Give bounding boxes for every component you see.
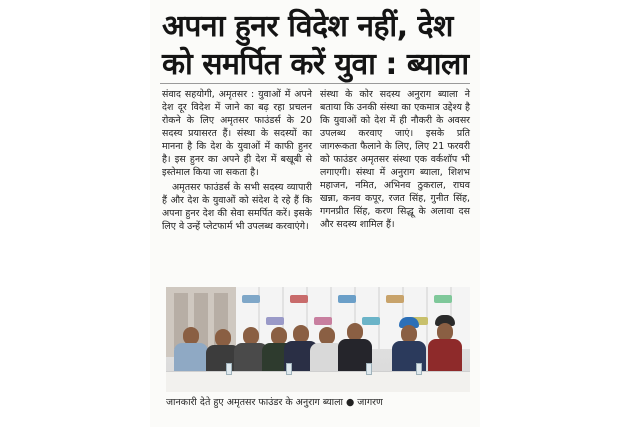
headline: [162, 8, 474, 84]
article-column-1: [162, 88, 312, 233]
headline-divider: [160, 83, 470, 84]
article-paragraph: संस्था के कोर सदस्य अनुराग ब्याला ने बताया कि उनकी संस्था का एकमात्र उद्देश्य है कि युवाओं को देश में ही नौकरी के अवसर उपलब्ध करवाए जाएं। इसके प्रति जागरूकता फैलाने के लिए, लिए 21 फरवरी को फाउंडर अमृतसर संस्था एक वर्कशॉप भी लगाएगी। संस्था में अनुराग ब्याला, शिशभ महाजन, नमित, अभिनव ठुकराल, राघव खन्ना, कनव कपूर, रजत सिंह, गुनीत सिंह, गगनप्रीत सिंह, करण सिद्धू के अलावा दस और सदस्य शामिल हैं।: [320, 89, 470, 230]
photo-caption: जानकारी देते हुए अमृतसर फाउंडर के अनुराग ब्याला ● जागरण: [166, 397, 383, 408]
article-paragraph: संवाद सहयोगी, अमृतसर : युवाओं में अपने देश दूर विदेश में जाने का बढ़ रहा प्रचलन रोकने के लिए अमृतसर फाउंडर्स के 20 सदस्य प्रयासरत हैं। संस्था के सदस्यों का मानना है कि देश के युवाओं में काफी हुनर है। इस हुनर का अपने ही देश में बखूबी से इस्तेमाल किया जा सकता है।: [162, 89, 312, 178]
press-conference-photo: [166, 287, 470, 392]
photo-table: [166, 371, 470, 392]
headline-line-1: अपना हुनर विदेश नहीं, देश: [162, 9, 453, 44]
article-paragraph: अमृतसर फाउंडर्स के सभी सदस्य व्यापारी हैं और देश के युवाओं को संदेश दे रहे हैं कि अपना हुनर देश की सेवा समर्पित करें। इसके लिए वे उन्हें प्लेटफार्म भी उपलब्ध करवाएंगे।: [162, 182, 312, 232]
article-column-2: [320, 88, 470, 231]
headline-line-2: को समर्पित करें युवा : ब्याला: [162, 47, 469, 82]
